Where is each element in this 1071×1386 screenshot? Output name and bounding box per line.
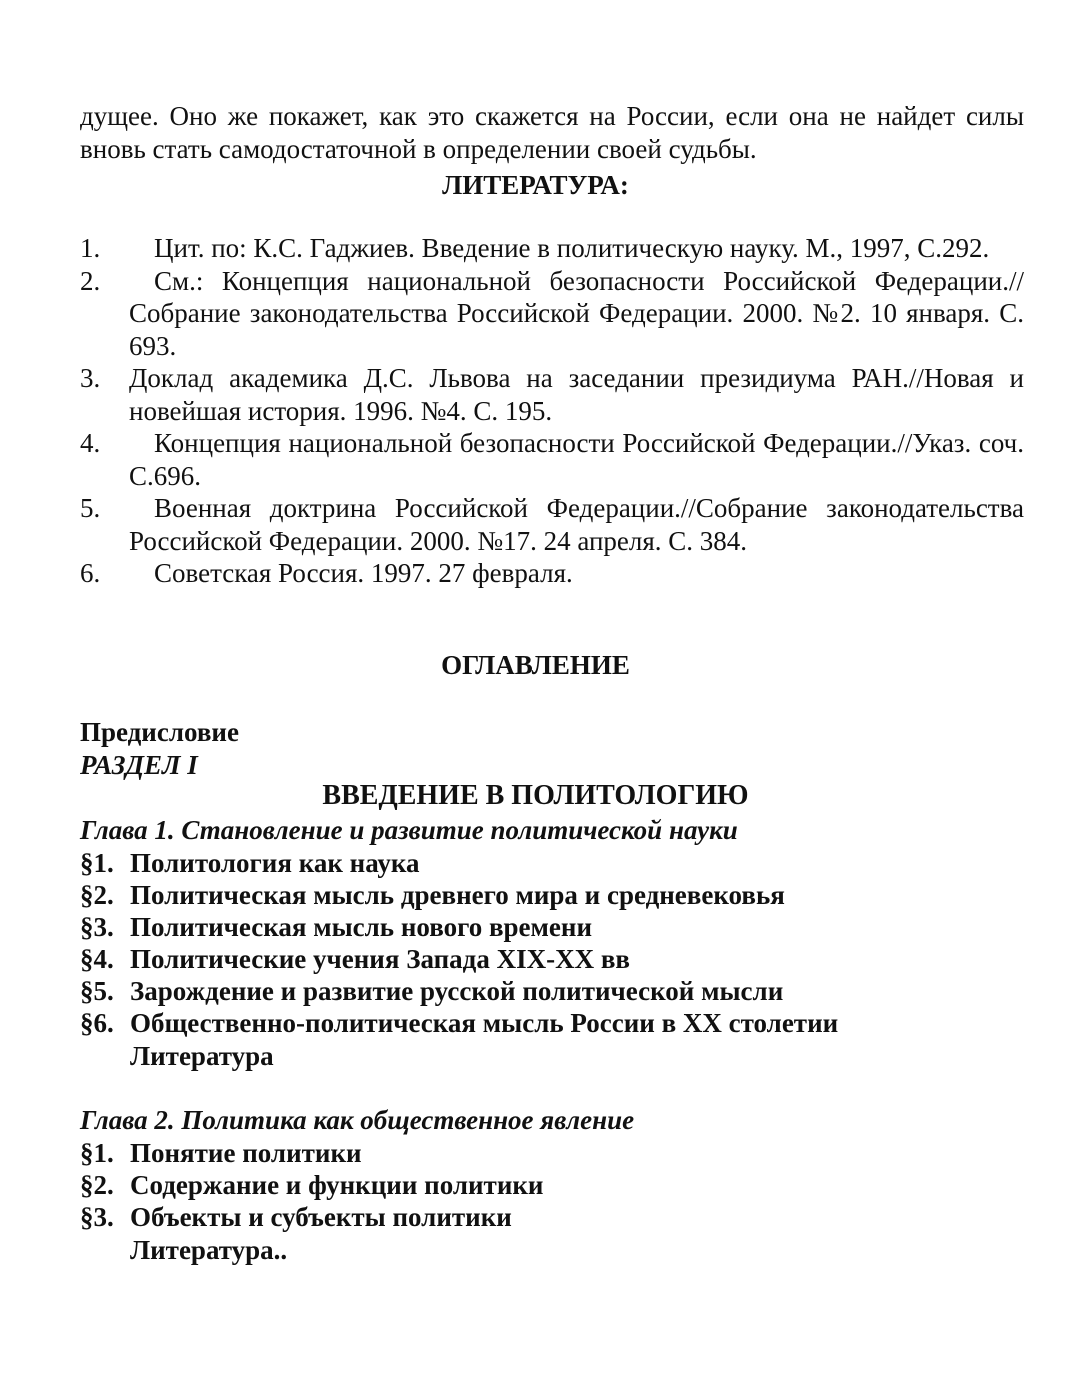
- list-item: [80, 492, 1024, 557]
- toc-chapter-literature: Литература..: [130, 1235, 288, 1265]
- toc-paragraph-number: §2.: [80, 1170, 114, 1200]
- toc-paragraph-number: §5.: [80, 976, 114, 1006]
- toc-heading: ОГЛАВЛЕНИЕ: [441, 650, 630, 680]
- ref-number: 5.: [80, 493, 101, 523]
- toc-paragraph-title: Политическая мысль нового времени: [130, 912, 593, 942]
- ref-text: Цит. по: К.С. Гаджиев. Введение в политическую науку. М., 1997, С.292.: [154, 233, 990, 263]
- list-item: [80, 265, 1024, 363]
- toc-paragraph-number: §3.: [80, 912, 114, 942]
- toc-paragraph: [80, 1202, 512, 1233]
- toc-paragraph-number: §4.: [80, 944, 114, 974]
- toc-chapter-title: Глава 2. Политика как общественное явление: [80, 1105, 635, 1135]
- ref-number: 4.: [80, 428, 101, 458]
- list-item: [80, 557, 1024, 590]
- ref-number: 6.: [80, 558, 101, 588]
- toc-section-label: РАЗДЕЛ I: [80, 750, 198, 780]
- toc-paragraph: [80, 912, 592, 943]
- ref-text: Доклад академика Д.С. Львова на заседании президиума РАН.//Новая и новейшая история. 1996. №4. С. 195.: [129, 363, 1024, 426]
- toc-paragraph: [80, 944, 630, 975]
- toc-paragraph-number: §1.: [80, 1138, 114, 1168]
- toc-paragraph-title: Политология как наука: [130, 848, 420, 878]
- toc-paragraph: [80, 1138, 362, 1169]
- toc-paragraph-number: §3.: [80, 1202, 114, 1232]
- literature-list: [80, 232, 1024, 590]
- toc-paragraph-title: Зарождение и развитие русской политической мысли: [130, 976, 784, 1006]
- toc-paragraph-number: §1.: [80, 848, 114, 878]
- ref-number: 3.: [80, 363, 101, 393]
- toc-paragraph: [80, 848, 420, 879]
- ref-number: 1.: [80, 233, 101, 263]
- toc-chapter-title: Глава 1. Становление и развитие политической науки: [80, 815, 738, 845]
- toc-paragraph-number: §6.: [80, 1008, 114, 1038]
- list-item: [80, 232, 1024, 265]
- ref-text: Советская Россия. 1997. 27 февраля.: [154, 558, 573, 588]
- toc-chapter-literature: Литература: [130, 1041, 274, 1071]
- intro-paragraph: дущее. Оно же покажет, как это скажется на России, если она не найдет силы вновь стать самодостаточной в определении своей судьбы.: [80, 101, 1024, 164]
- ref-text: Военная доктрина Российской Федерации.//Собрание законодательства Российской Федерации. 2000. №17. 24 апреля. С. 384.: [129, 493, 1024, 556]
- ref-text: См.: Концепция национальной безопасности Российской Федерации.// Собрание законодательства Российской Федерации. 2000. №2. 10 января. С. 693.: [129, 265, 1024, 361]
- toc-paragraph: [80, 1008, 838, 1039]
- toc-paragraph: [80, 880, 785, 911]
- toc-paragraph-title: Содержание и функции политики: [130, 1170, 544, 1200]
- toc-paragraph: [80, 976, 783, 1007]
- toc-section-title: ВВЕДЕНИЕ В ПОЛИТОЛОГИЮ: [322, 780, 749, 811]
- toc-paragraph-title: Понятие политики: [130, 1138, 362, 1168]
- ref-number: 2.: [80, 265, 101, 296]
- toc-paragraph-title: Объекты и субъекты политики: [130, 1202, 512, 1232]
- toc-preface: Предисловие: [80, 717, 239, 747]
- toc-paragraph-title: Общественно-политическая мысль России в XX столетии: [130, 1008, 839, 1038]
- toc-paragraph-title: Политическая мысль древнего мира и средневековья: [130, 880, 785, 910]
- list-item: [80, 427, 1024, 492]
- literature-heading: ЛИТЕРАТУРА:: [442, 170, 629, 200]
- toc-paragraph-title: Политические учения Запада XIX-XX вв: [130, 944, 630, 974]
- list-item: [80, 362, 1024, 427]
- toc-paragraph: [80, 1170, 544, 1201]
- toc-paragraph-number: §2.: [80, 880, 114, 910]
- ref-text: Концепция национальной безопасности Российской Федерации.//Указ. соч. С.696.: [129, 428, 1024, 491]
